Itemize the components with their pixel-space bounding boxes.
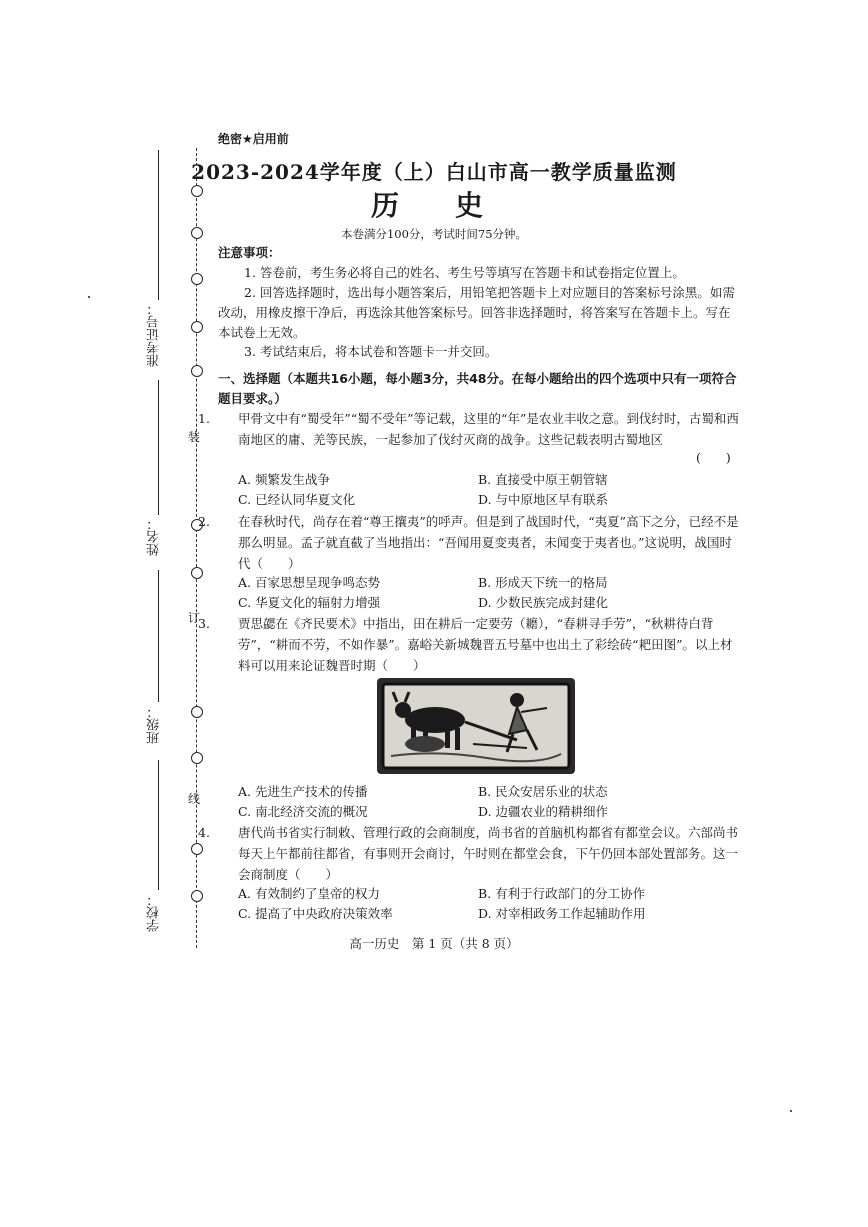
page-footer: 高一历史 第 1 页（共 8 页）: [349, 936, 519, 951]
binding-hole: [191, 752, 203, 764]
bind-char-xian: 线: [188, 792, 201, 806]
binding-hole: [191, 843, 203, 855]
notice-item: 3. 考试结束后，将本试卷和答题卡一并交回。: [244, 344, 498, 359]
question-text: 甲骨文中有“蜀受年”“蜀不受年”等记载，这里的“年”是农业丰收之意。到伐纣时，古蜀和西南地区的庸、羌等民族，一起参加了伐纣灭商的战争。这些记载表明古蜀地区: [238, 411, 739, 447]
page-title: 2023-2024学年度（上）白山市高一教学质量监测: [191, 160, 677, 184]
answer-parens: ( ): [696, 450, 731, 465]
binding-hole: [191, 321, 203, 333]
binding-hole: [191, 273, 203, 285]
confidential-mark: 绝密★启用前: [218, 132, 289, 146]
scan-speck: [88, 296, 90, 298]
binding-hole: [191, 567, 203, 579]
option-d: D. 少数民族完成封建化: [478, 595, 609, 610]
question-text: 贾思勰在《齐民要术》中指出，田在耕后一定要劳（耱），“春耕寻手劳”，“秋耕待白背劳”，“耕而不劳，不如作暴”。嘉峪关新城魏晋五号墓中也出土了彩绘砖“耙田图”。以上材料可以用来论证魏晋时期（ ）: [238, 616, 733, 673]
question-number: 1.: [198, 411, 210, 426]
bind-char-ding: 订: [188, 611, 201, 625]
scan-speck: [790, 1110, 792, 1112]
name-field[interactable]: [158, 380, 159, 515]
option-d: D. 与中原地区早有联系: [478, 492, 609, 507]
option-c: C. 华夏文化的辐射力增强: [238, 595, 381, 610]
binding-hole: [191, 706, 203, 718]
name-label: 姓名：: [147, 517, 162, 556]
notice-title: 注意事项：: [218, 245, 281, 260]
exam-info: 本卷满分100分，考试时间75分钟。: [340, 227, 528, 241]
option-d: D. 对宰相政务工作起辅助作用: [478, 906, 646, 921]
exam-number-label: 准考证号：: [147, 302, 162, 367]
option-a: A. 百家思想呈现争鸣态势: [238, 575, 380, 590]
question-4-stem: [198, 822, 740, 885]
binding-hole: [191, 890, 203, 902]
option-b: B. 直接受中原王朝管辖: [478, 472, 608, 487]
brick-painting-image: [377, 678, 575, 774]
option-b: B. 有利于行政部门的分工协作: [478, 886, 646, 901]
binding-hole: [191, 365, 203, 377]
option-d: D. 边疆农业的精耕细作: [478, 804, 609, 819]
bind-char-zhuang: 装: [188, 430, 201, 444]
plough-scene-icon: [377, 678, 575, 774]
question-number: 3.: [198, 616, 210, 631]
school-field[interactable]: [158, 760, 159, 890]
question-number: 2.: [198, 514, 210, 529]
option-c: C. 南北经济交流的概况: [238, 804, 368, 819]
option-a: A. 有效制约了皇帝的权力: [238, 886, 380, 901]
class-label: 班级：: [147, 705, 162, 744]
class-field[interactable]: [158, 570, 159, 702]
question-1-stem: [198, 408, 740, 450]
subject-title: 历 史: [370, 189, 497, 222]
binding-dashed-line: [196, 148, 197, 948]
question-text: 在春秋时代，尚存在着“尊王攘夷”的呼声。但是到了战国时代，“夷夏”高下之分，已经不是那么明显。孟子就直截了当地指出：“吾闻用夏变夷者，未闻变于夷者也。”这说明，战国时代（ ）: [238, 514, 739, 571]
option-b: B. 形成天下统一的格局: [478, 575, 608, 590]
question-text: 唐代尚书省实行制敕、管理行政的会商制度，尚书省的首脑机构都省有都堂会议。六部尚书每天上午都前往都省，有事则开会商讨，午时则在都堂会食，下午仍回本部处置部务。这一会商制度（ ）: [238, 825, 739, 882]
option-c: C. 已经认同华夏文化: [238, 492, 356, 507]
option-a: A. 先进生产技术的传播: [238, 784, 368, 799]
notice-item: 1. 答卷前，考生务必将自己的姓名、考生号等填写在答题卡和试卷指定位置上。: [244, 265, 685, 280]
question-number: 4.: [198, 825, 210, 840]
question-2-stem: [198, 511, 740, 574]
notice-item: 2. 回答选择题时，选出每小题答案后，用铅笔把答题卡上对应题目的答案标号涂黑。如需改动，用橡皮擦干净后，再选涂其他答案标号。回答非选择题时，将答案写在答题卡上。写在本试卷上无效。: [218, 285, 735, 340]
option-a: A. 频繁发生战争: [238, 472, 330, 487]
question-3-stem: [198, 613, 740, 676]
section-heading: 一、选择题（本题共16小题，每小题3分，共48分。在每小题给出的四个选项中只有一项符合题目要求。）: [218, 371, 737, 406]
option-c: C. 提高了中央政府决策效率: [238, 906, 393, 921]
option-b: B. 民众安居乐业的状态: [478, 784, 608, 799]
school-label: 学校：: [147, 893, 162, 932]
